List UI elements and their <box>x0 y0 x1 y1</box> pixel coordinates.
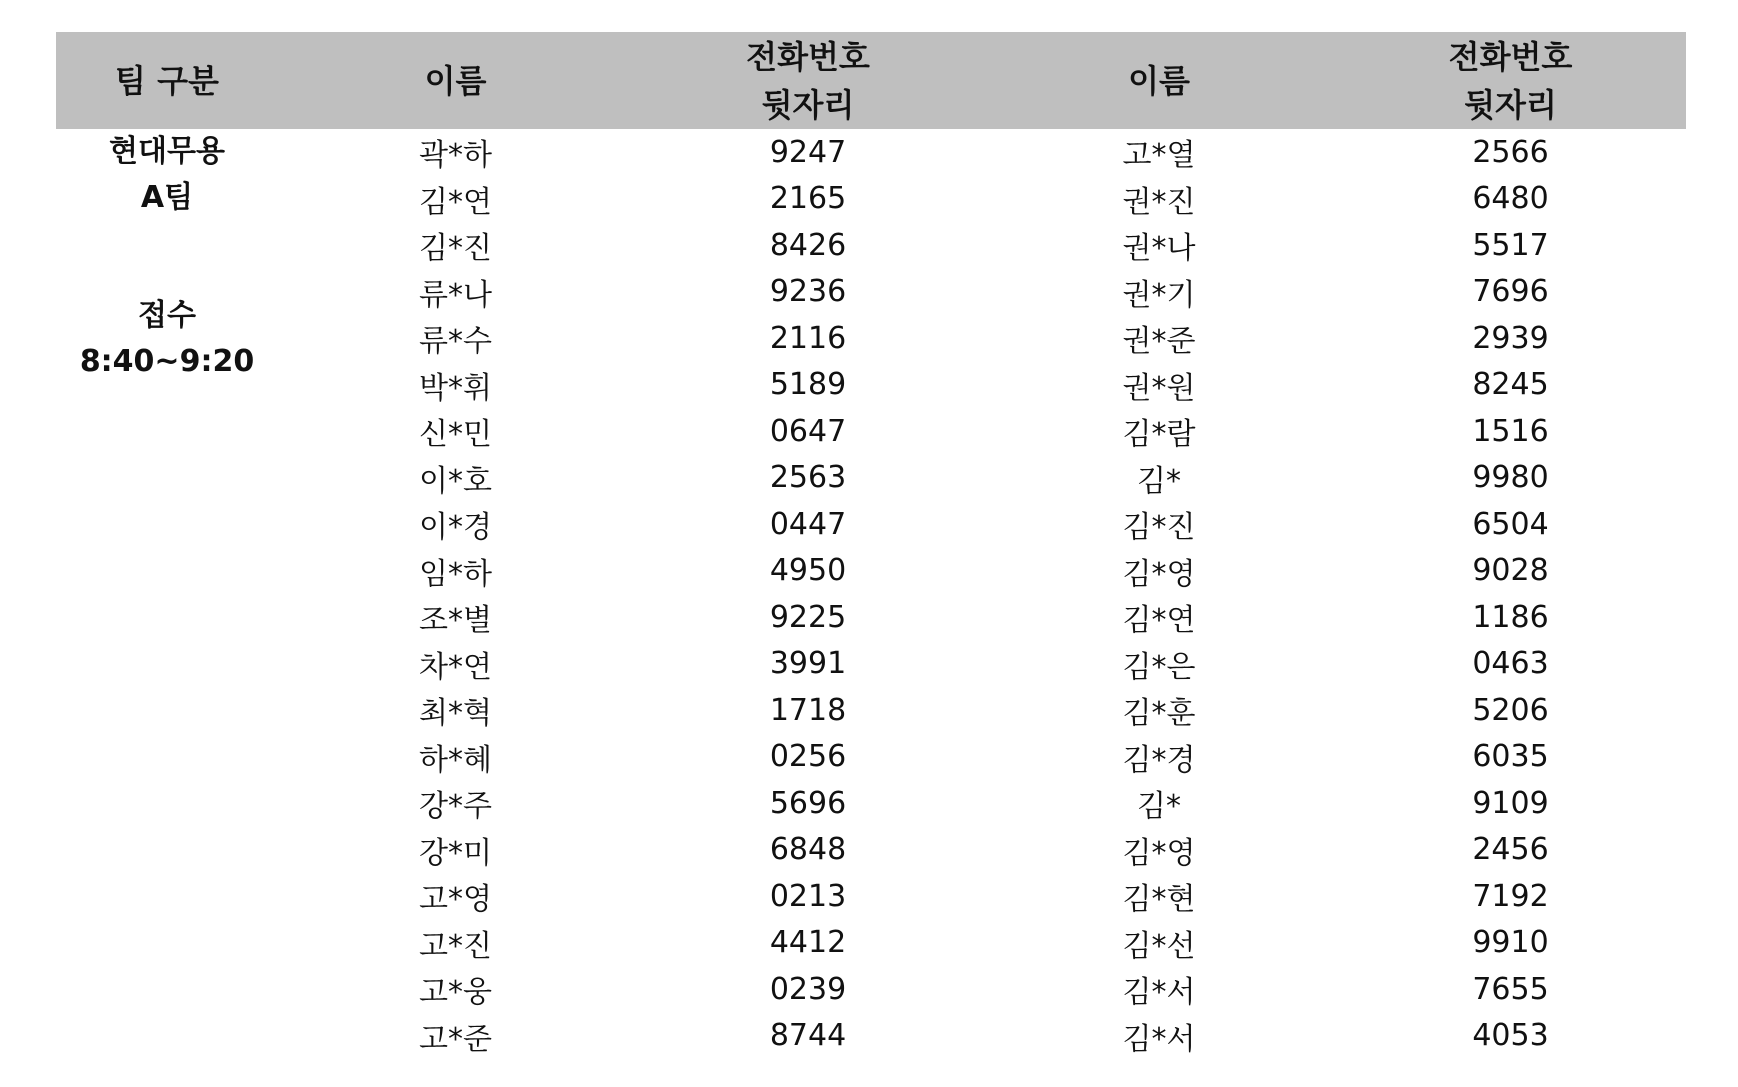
name-cell-right: 김*선 <box>1122 928 1196 964</box>
table-row <box>56 362 1686 409</box>
phone-cell-left: 0213 <box>769 878 847 914</box>
phone-cell-left: 9236 <box>769 274 847 310</box>
name-cell-left: 고*웅 <box>419 975 492 1011</box>
phone-cell-left: 5189 <box>769 367 847 403</box>
phone-cell-left: 9225 <box>769 599 847 635</box>
name-cell-left: 이*호 <box>419 463 492 499</box>
phone-cell-left: 4412 <box>769 925 847 961</box>
header-row <box>56 32 1686 129</box>
name-cell-left: 류*나 <box>419 277 492 313</box>
name-cell-left: 류*수 <box>419 324 492 360</box>
name-cell-right: 권*원 <box>1122 370 1196 406</box>
name-cell-left: 박*휘 <box>419 370 492 406</box>
name-cell-left: 강*미 <box>419 835 492 871</box>
name-cell-right: 김*서 <box>1122 975 1196 1011</box>
name-cell-left: 고*진 <box>419 928 492 964</box>
header-phone-right: 전화번호 뒷자리 <box>1448 37 1573 124</box>
phone-cell-right: 6480 <box>1472 181 1549 217</box>
reception-time: 8:40~9:20 <box>79 344 255 379</box>
table-row <box>56 269 1686 316</box>
reception-label: 접수 <box>138 298 196 333</box>
header-team: 팀 구분 <box>115 61 219 100</box>
table-row <box>56 687 1686 734</box>
name-cell-right: 권*준 <box>1122 324 1196 360</box>
name-cell-left: 조*별 <box>419 603 492 639</box>
phone-cell-right: 5517 <box>1472 227 1549 263</box>
name-cell-right: 권*진 <box>1122 184 1196 220</box>
phone-cell-left: 1718 <box>769 692 847 728</box>
phone-cell-right: 6035 <box>1472 739 1549 775</box>
table-row <box>56 873 1686 920</box>
name-cell-right: 김*영 <box>1122 556 1196 592</box>
table-row <box>56 501 1686 548</box>
table-row <box>56 129 1686 176</box>
phone-cell-left: 2116 <box>769 320 847 356</box>
name-cell-right: 김* <box>1137 463 1181 499</box>
phone-cell-right: 9910 <box>1472 925 1549 961</box>
table-row <box>56 641 1686 688</box>
team-name-line1: 현대무용 <box>109 134 225 169</box>
team-spacer <box>56 221 278 293</box>
table-header <box>56 32 1686 129</box>
table-row <box>56 827 1686 874</box>
name-cell-left: 차*연 <box>419 649 492 685</box>
name-cell-left: 김*연 <box>419 184 492 220</box>
phone-cell-right: 0463 <box>1472 646 1549 682</box>
phone-cell-left: 8426 <box>769 227 847 263</box>
team-name-line2: A팀 <box>140 180 194 215</box>
name-cell-right: 김* <box>1137 789 1181 825</box>
phone-cell-right: 6504 <box>1472 506 1549 542</box>
name-cell-left: 임*하 <box>419 556 492 592</box>
phone-cell-right: 1186 <box>1472 599 1549 635</box>
table-row <box>56 594 1686 641</box>
phone-cell-left: 0239 <box>769 971 847 1007</box>
header-name-right: 이름 <box>1128 61 1190 100</box>
table-body <box>56 129 1686 1059</box>
name-cell-right: 김*연 <box>1122 603 1196 639</box>
phone-cell-left: 0647 <box>769 413 847 449</box>
phone-cell-right: 7192 <box>1472 878 1549 914</box>
table-row <box>56 734 1686 781</box>
roster-sheet <box>56 32 1686 1059</box>
name-cell-right: 권*기 <box>1122 277 1196 313</box>
name-cell-left: 하*혜 <box>419 742 492 778</box>
phone-cell-left: 0447 <box>769 506 847 542</box>
table-row <box>56 548 1686 595</box>
phone-cell-left: 6848 <box>769 832 847 868</box>
phone-cell-left: 8744 <box>769 1018 847 1054</box>
table-row <box>56 176 1686 223</box>
phone-cell-right: 2566 <box>1472 134 1549 170</box>
name-cell-right: 김*영 <box>1122 835 1196 871</box>
phone-cell-right: 2456 <box>1472 832 1549 868</box>
table-row <box>56 920 1686 967</box>
table-row <box>56 408 1686 455</box>
phone-cell-right: 1516 <box>1472 413 1549 449</box>
phone-cell-left: 2563 <box>769 460 847 496</box>
name-cell-left: 최*혁 <box>419 696 492 732</box>
phone-cell-right: 9109 <box>1472 785 1549 821</box>
phone-cell-right: 8245 <box>1472 367 1549 403</box>
name-cell-left: 신*민 <box>419 417 492 453</box>
table-row <box>56 455 1686 502</box>
name-cell-right: 김*서 <box>1122 1021 1196 1057</box>
phone-cell-left: 3991 <box>769 646 847 682</box>
team-cell <box>56 129 278 1059</box>
phone-cell-right: 7696 <box>1472 274 1549 310</box>
name-cell-right: 김*경 <box>1122 742 1196 778</box>
name-cell-right: 김*람 <box>1122 417 1196 453</box>
table-row <box>56 222 1686 269</box>
name-cell-left: 고*영 <box>419 882 492 918</box>
phone-cell-left: 0256 <box>769 739 847 775</box>
table-row <box>56 966 1686 1013</box>
phone-cell-right: 2939 <box>1472 320 1549 356</box>
name-cell-right: 김*진 <box>1122 510 1196 546</box>
phone-cell-left: 2165 <box>769 181 847 217</box>
phone-cell-left: 5696 <box>769 785 847 821</box>
phone-cell-right: 7655 <box>1472 971 1549 1007</box>
phone-cell-right: 9980 <box>1472 460 1549 496</box>
name-cell-left: 강*주 <box>419 789 492 825</box>
name-cell-right: 김*은 <box>1122 649 1196 685</box>
table-row <box>56 1013 1686 1060</box>
phone-cell-left: 4950 <box>769 553 847 589</box>
phone-cell-right: 5206 <box>1472 692 1549 728</box>
header-phone-left: 전화번호 뒷자리 <box>746 37 870 124</box>
phone-cell-left: 9247 <box>769 134 847 170</box>
name-cell-left: 곽*하 <box>419 138 492 174</box>
name-cell-right: 고*열 <box>1122 138 1196 174</box>
name-cell-right: 김*현 <box>1122 882 1196 918</box>
name-cell-left: 고*준 <box>419 1021 492 1057</box>
name-cell-left: 이*경 <box>419 510 492 546</box>
roster-table <box>56 32 1686 1059</box>
name-cell-left: 김*진 <box>419 231 492 267</box>
table-row <box>56 780 1686 827</box>
name-cell-right: 김*훈 <box>1122 696 1196 732</box>
phone-cell-right: 9028 <box>1472 553 1549 589</box>
table-row <box>56 315 1686 362</box>
phone-cell-right: 4053 <box>1472 1018 1549 1054</box>
header-name-left: 이름 <box>424 61 487 100</box>
name-cell-right: 권*나 <box>1122 231 1196 267</box>
